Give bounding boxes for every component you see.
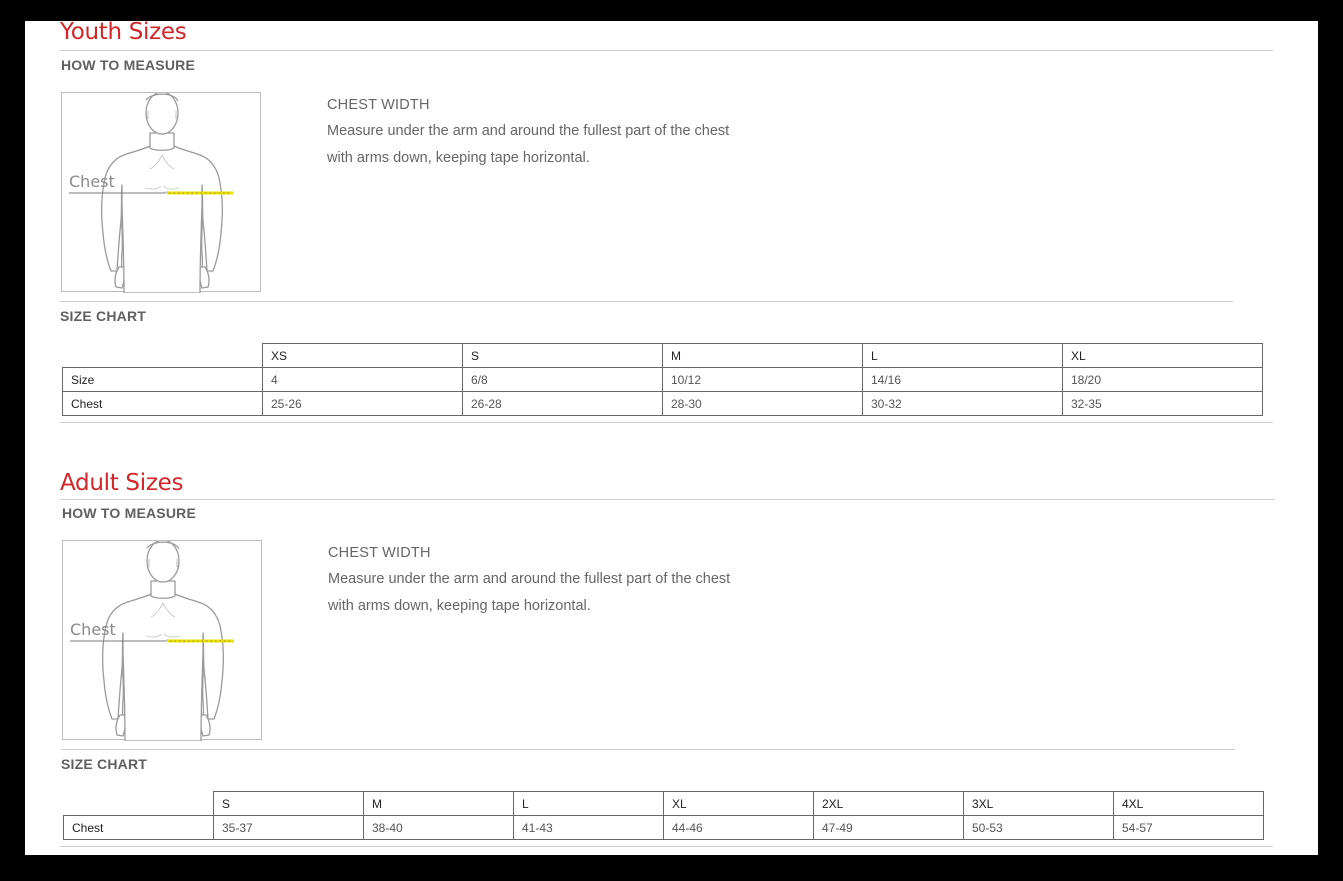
adult-column-header: XL — [664, 792, 814, 816]
adult-section — [25, 472, 1318, 855]
adult-size-chart-table — [63, 791, 1264, 840]
adult-column-header: 2XL — [814, 792, 964, 816]
adult-column-header: S — [214, 792, 364, 816]
table-cell: 41-43 — [514, 816, 664, 840]
youth-row-label-size: Size — [63, 368, 263, 392]
youth-figure-chest-label: Chest — [69, 172, 115, 191]
youth-column-header: M — [663, 344, 863, 368]
adult-figure-chest-label: Chest — [70, 620, 116, 639]
table-cell: 4 — [263, 368, 463, 392]
adult-title-divider — [60, 499, 1275, 500]
youth-body-outline-illustration — [62, 93, 262, 293]
adult-measure-description — [328, 544, 788, 624]
table-cell: 28-30 — [663, 392, 863, 416]
youth-measure-figure — [61, 92, 261, 292]
youth-size-chart-heading: SIZE CHART — [60, 308, 146, 324]
youth-measure-description — [327, 96, 787, 176]
youth-header-row — [63, 344, 1263, 368]
adult-section-bottom-divider — [60, 846, 1273, 847]
youth-title: Youth Sizes — [60, 21, 187, 45]
youth-size-chart-divider — [60, 301, 1233, 302]
adult-measure-figure — [62, 540, 262, 740]
youth-header-blank-cell — [63, 344, 263, 368]
table-cell: 54-57 — [1114, 816, 1264, 840]
youth-measure-line-1: Measure under the arm and around the fullest part of the chest — [327, 123, 730, 139]
youth-size-chart-table — [62, 343, 1263, 416]
table-cell: 38-40 — [364, 816, 514, 840]
table-row — [63, 368, 1263, 392]
youth-chest-width-heading: CHEST WIDTH — [327, 97, 430, 113]
table-cell: 25-26 — [263, 392, 463, 416]
table-cell: 10/12 — [663, 368, 863, 392]
youth-title-divider — [60, 50, 1273, 51]
youth-column-header: XS — [263, 344, 463, 368]
adult-chest-width-heading: CHEST WIDTH — [328, 545, 431, 561]
page — [25, 21, 1318, 855]
youth-column-header: S — [463, 344, 663, 368]
table-cell: 44-46 — [664, 816, 814, 840]
table-row — [64, 816, 1264, 840]
adult-how-to-measure-heading: HOW TO MEASURE — [62, 505, 196, 521]
youth-column-header: L — [863, 344, 1063, 368]
table-cell: 30-32 — [863, 392, 1063, 416]
table-cell: 32-35 — [1063, 392, 1263, 416]
adult-measure-line-2: with arms down, keeping tape horizontal. — [328, 598, 591, 614]
youth-measure-line-2: with arms down, keeping tape horizontal. — [327, 150, 590, 166]
adult-column-header: 4XL — [1114, 792, 1264, 816]
adult-header-blank-cell — [64, 792, 214, 816]
youth-column-header: XL — [1063, 344, 1263, 368]
table-cell: 50-53 — [964, 816, 1114, 840]
adult-row-label-chest: Chest — [64, 816, 214, 840]
youth-row-label-chest: Chest — [63, 392, 263, 416]
adult-body-outline-illustration — [63, 541, 263, 741]
youth-section-bottom-divider — [60, 422, 1273, 423]
table-cell: 18/20 — [1063, 368, 1263, 392]
youth-how-to-measure-heading: HOW TO MEASURE — [61, 57, 195, 73]
adult-measure-line-1: Measure under the arm and around the fullest part of the chest — [328, 571, 731, 587]
adult-size-chart-divider — [61, 749, 1235, 750]
table-cell: 47-49 — [814, 816, 964, 840]
adult-column-header: L — [514, 792, 664, 816]
adult-title: Adult Sizes — [60, 470, 184, 496]
table-row — [63, 392, 1263, 416]
table-cell: 14/16 — [863, 368, 1063, 392]
youth-section — [25, 21, 1318, 431]
adult-column-header: 3XL — [964, 792, 1114, 816]
table-cell: 26-28 — [463, 392, 663, 416]
table-cell: 6/8 — [463, 368, 663, 392]
table-cell: 35-37 — [214, 816, 364, 840]
adult-column-header: M — [364, 792, 514, 816]
adult-header-row — [64, 792, 1264, 816]
adult-size-chart-heading: SIZE CHART — [61, 756, 147, 772]
